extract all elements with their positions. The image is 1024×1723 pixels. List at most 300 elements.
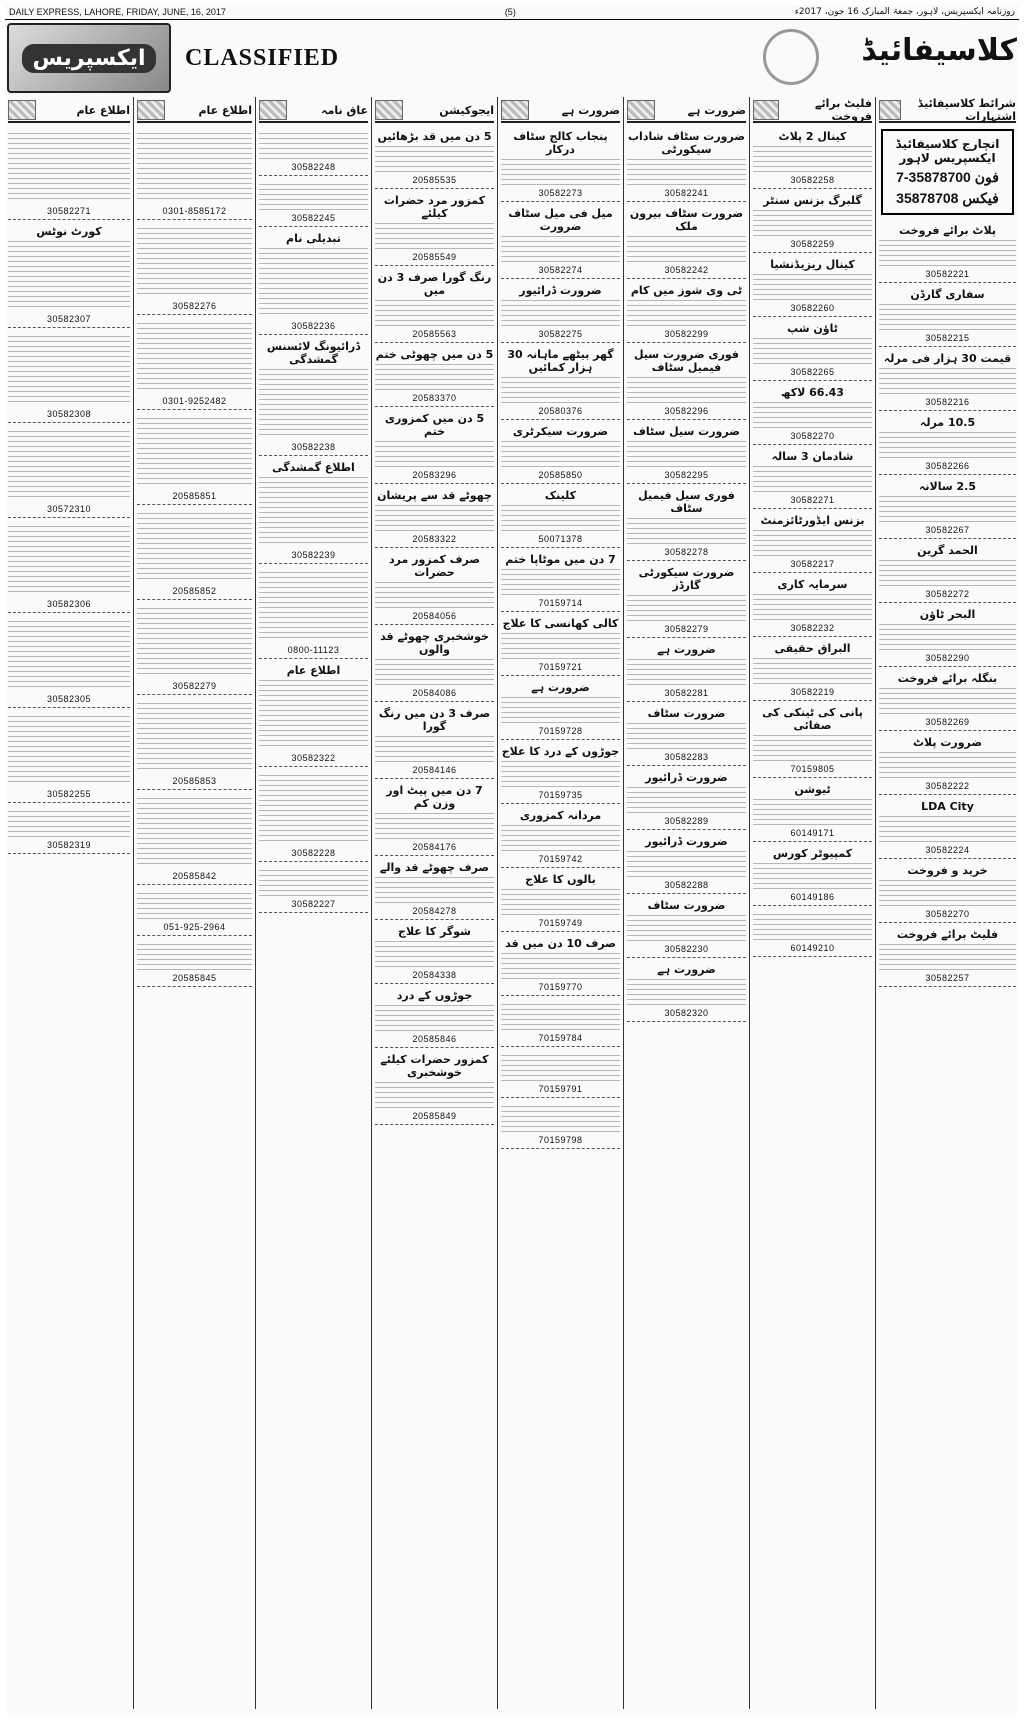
section-icon xyxy=(879,100,901,120)
ad-reference-code: 30572310 xyxy=(46,504,92,514)
ad-body-text xyxy=(259,477,368,547)
classified-ad xyxy=(259,458,368,564)
ad-body-text xyxy=(753,914,872,940)
ad-reference-code: 30582265 xyxy=(790,367,835,377)
globe-icon xyxy=(763,29,819,85)
ad-body-text xyxy=(879,240,1016,266)
classified-ad xyxy=(501,614,620,676)
ad-body-text xyxy=(375,1082,494,1108)
ad-reference-code: 70159728 xyxy=(538,726,583,736)
ad-body-text xyxy=(137,228,252,298)
classified-ad xyxy=(879,605,1016,667)
express-logo xyxy=(7,23,171,93)
ad-title: رنگ گورا صرف 3 دن میں xyxy=(377,271,492,297)
ad-body-text xyxy=(137,323,252,393)
section-heading xyxy=(375,99,494,123)
ad-reference-code: 30582273 xyxy=(538,188,583,198)
ad-title: صرف چھوٹے قد والے xyxy=(379,861,490,874)
classified-ad xyxy=(753,383,872,445)
classified-ad xyxy=(8,805,130,854)
ad-title: 66.43 لاکھ xyxy=(781,386,844,399)
page-number: (5) xyxy=(504,7,516,17)
classified-ad xyxy=(627,960,746,1022)
ad-body-text xyxy=(627,723,746,749)
classified-ad xyxy=(8,615,130,708)
ad-reference-code: 30582322 xyxy=(291,753,336,763)
ad-reference-code: 30582296 xyxy=(664,406,709,416)
ad-reference-code: 30582270 xyxy=(790,431,835,441)
ad-title: تبدیلی نام xyxy=(286,232,341,245)
section-icon xyxy=(259,100,287,120)
ad-body-text xyxy=(8,133,130,203)
ad-title: ضرورت سٹاف بیرون ملک xyxy=(629,207,744,233)
ad-title: کمزور حضرات کیلئے خوشخبری xyxy=(380,1053,489,1079)
ad-title: 10.5 مرلہ xyxy=(919,416,976,429)
ad-body-text xyxy=(501,505,620,531)
ad-title: البراق حقیقی xyxy=(774,642,851,655)
ad-reference-code: 20585852 xyxy=(172,586,217,596)
ad-reference-code: 30582299 xyxy=(664,329,709,339)
ad-body-text xyxy=(501,825,620,851)
classified-ad xyxy=(501,1100,620,1149)
ad-body-text xyxy=(259,133,368,159)
ad-reference-code: 30582274 xyxy=(538,265,583,275)
ad-body-text xyxy=(8,526,130,596)
ad-title: فلیٹ برائے فروخت xyxy=(896,928,999,941)
ad-title: ضرورت ہے xyxy=(657,963,716,976)
classified-ad xyxy=(501,204,620,279)
ad-body-text xyxy=(375,364,494,390)
ad-title: ضرورت سٹاف شاداب سیکورٹی xyxy=(628,130,745,156)
classified-ad xyxy=(753,703,872,778)
ad-title: کینال ریزیڈنشیا xyxy=(770,258,855,271)
ad-title: کمزور مرد حضرات کیلئے xyxy=(383,194,486,220)
ad-body-text xyxy=(501,569,620,595)
classified-ad xyxy=(627,204,746,279)
classified-ad xyxy=(753,908,872,957)
ad-reference-code: 30582305 xyxy=(46,694,92,704)
ad-title: ضرورت سٹاف xyxy=(647,707,726,720)
ad-body-text xyxy=(501,1004,620,1030)
section-heading xyxy=(259,99,368,123)
ad-title: کمپیوٹر کورس xyxy=(772,847,853,860)
ad-reference-code: 0301-9252482 xyxy=(162,396,227,406)
ad-body-text xyxy=(879,560,1016,586)
ad-body-text xyxy=(375,813,494,839)
section-heading xyxy=(137,99,252,123)
classified-ad xyxy=(501,934,620,996)
classified-ad xyxy=(501,486,620,548)
ad-title: ضرورت ڈرائیور xyxy=(645,835,728,848)
ad-body-text xyxy=(137,944,252,970)
ad-body-text xyxy=(8,336,130,406)
classified-ad xyxy=(879,221,1016,283)
ad-title: ٹیوشن xyxy=(794,783,831,796)
ad-reference-code: 30582224 xyxy=(925,845,970,855)
classified-column xyxy=(5,97,133,1709)
section-icon xyxy=(627,100,655,120)
classified-ad xyxy=(375,704,494,779)
section-icon xyxy=(501,100,529,120)
classified-ad xyxy=(627,768,746,830)
ad-body-text xyxy=(627,236,746,262)
ad-reference-code: 30582248 xyxy=(291,162,336,172)
classified-ad xyxy=(259,337,368,456)
ad-body-text xyxy=(627,595,746,621)
ad-body-text xyxy=(375,877,494,903)
ad-title: مردانہ کمزوری xyxy=(519,809,602,822)
classified-ad xyxy=(137,222,252,315)
ad-reference-code: 70159749 xyxy=(538,918,583,928)
classified-ad xyxy=(8,222,130,328)
classified-ad xyxy=(753,447,872,509)
classified-ad xyxy=(137,412,252,505)
header-date-urdu: روزنامہ ایکسپریس، لاہور، جمعۃ المبارک 16 جون، 2017ء xyxy=(794,7,1015,17)
classified-ad xyxy=(375,191,494,266)
contact-phone: فون 35878700-7 xyxy=(896,169,999,185)
classified-ad xyxy=(879,861,1016,923)
ad-reference-code: 20584176 xyxy=(412,842,457,852)
ad-reference-code: 30582219 xyxy=(790,687,835,697)
ad-title: کینال 2 پلاٹ xyxy=(778,130,847,143)
section-heading-label: فلیٹ برائے فروخت xyxy=(815,97,872,123)
ad-reference-code: 70159770 xyxy=(538,982,583,992)
classified-ad xyxy=(879,477,1016,539)
classified-ad xyxy=(501,998,620,1047)
ad-reference-code: 70159742 xyxy=(538,854,583,864)
ad-body-text xyxy=(375,582,494,608)
classified-ad xyxy=(375,986,494,1048)
ad-body-text xyxy=(753,863,872,889)
ad-body-text xyxy=(627,441,746,467)
classified-ad xyxy=(375,858,494,920)
ad-body-text xyxy=(879,688,1016,714)
ad-title: جوڑوں کے درد xyxy=(396,989,473,1002)
ad-reference-code: 60149210 xyxy=(790,943,835,953)
contact-box-title: انچارج کلاسیفائیڈ ایکسپریس لاہور xyxy=(895,137,1000,165)
ad-body-text xyxy=(627,787,746,813)
ad-body-text xyxy=(753,735,872,761)
ad-body-text xyxy=(137,513,252,583)
ad-title: ضرورت سیل سٹاف xyxy=(633,425,740,438)
logo-text: ایکسپریس xyxy=(22,44,155,73)
ad-reference-code: 30582308 xyxy=(46,409,92,419)
classified-ad xyxy=(879,733,1016,795)
classified-ad xyxy=(501,678,620,740)
classified-ad xyxy=(8,127,130,220)
ad-body-text xyxy=(375,659,494,685)
classified-ad xyxy=(501,1049,620,1098)
classified-ad xyxy=(375,486,494,548)
classified-ad xyxy=(501,742,620,804)
ad-body-text xyxy=(753,658,872,684)
ad-body-text xyxy=(259,369,368,439)
ad-title: شادمان 3 سالہ xyxy=(771,450,854,463)
classified-ad xyxy=(753,844,872,906)
classified-ad xyxy=(627,345,746,420)
masthead-left xyxy=(5,23,355,93)
ad-reference-code: 30582319 xyxy=(46,840,92,850)
ad-body-text xyxy=(753,594,872,620)
ad-reference-code: 20584278 xyxy=(412,906,457,916)
classified-ad xyxy=(501,870,620,932)
ad-body-text xyxy=(259,248,368,318)
classified-ad xyxy=(753,780,872,842)
ad-reference-code: 30582232 xyxy=(790,623,835,633)
ad-body-text xyxy=(501,377,620,403)
ad-title: 5 دن میں کمزوری ختم xyxy=(384,412,485,438)
ad-reference-code: 30582242 xyxy=(664,265,709,275)
classified-ad xyxy=(753,255,872,317)
ad-body-text xyxy=(501,761,620,787)
ad-title: ضرورت سیکورٹی گارڈز xyxy=(638,566,735,592)
classified-ad xyxy=(501,806,620,868)
section-heading xyxy=(879,99,1016,123)
section-heading xyxy=(8,99,130,123)
ad-reference-code: 70159798 xyxy=(538,1135,583,1145)
classified-ad xyxy=(627,486,746,561)
classified-ad xyxy=(375,922,494,984)
ad-body-text xyxy=(879,304,1016,330)
ad-title: بالوں کا علاج xyxy=(525,873,596,886)
ad-title: ضرورت پلاٹ xyxy=(912,736,983,749)
section-icon xyxy=(137,100,165,120)
ad-title: بنگلہ برائے فروخت xyxy=(897,672,998,685)
ad-title: 2.5 سالانہ xyxy=(918,480,977,493)
classified-ad xyxy=(501,127,620,202)
ad-title: صرف 3 دن میں رنگ گورا xyxy=(378,707,491,733)
classified-ad xyxy=(627,704,746,766)
ad-title: میل فی میل سٹاف ضرورت xyxy=(508,207,613,233)
ad-reference-code: 30582239 xyxy=(291,550,336,560)
ad-reference-code: 30582216 xyxy=(925,397,970,407)
ad-reference-code: 20584338 xyxy=(412,970,457,980)
ad-reference-code: 30582230 xyxy=(664,944,709,954)
ad-title: ضرورت ہے xyxy=(531,681,590,694)
ad-body-text xyxy=(627,851,746,877)
ad-reference-code: 70159805 xyxy=(790,764,835,774)
classified-ad xyxy=(375,1050,494,1125)
classified-ad xyxy=(259,178,368,227)
ad-reference-code: 30582260 xyxy=(790,303,835,313)
ad-reference-code: 20580376 xyxy=(538,406,583,416)
ad-body-text xyxy=(259,572,368,642)
classified-ad xyxy=(375,268,494,343)
ad-body-text xyxy=(501,889,620,915)
ad-body-text xyxy=(627,659,746,685)
ad-reference-code: 30582259 xyxy=(790,239,835,249)
ad-body-text xyxy=(137,703,252,773)
ad-reference-code: 20584086 xyxy=(412,688,457,698)
ad-reference-code: 60149186 xyxy=(790,892,835,902)
ad-reference-code: 30582266 xyxy=(925,461,970,471)
classified-ad xyxy=(137,317,252,410)
ad-title: فوری ضرورت سیل فیمیل سٹاف xyxy=(634,348,739,374)
ad-body-text xyxy=(753,274,872,300)
ad-body-text xyxy=(137,133,252,203)
ad-title: اطلاع گمشدگی xyxy=(272,461,355,474)
classified-ad xyxy=(627,422,746,484)
ad-title: گلبرگ بزنس سنٹر xyxy=(763,194,862,207)
ad-title: ضرورت سٹاف xyxy=(647,899,726,912)
ad-title: 7 دن میں پیٹ اور وزن کم xyxy=(386,784,483,810)
ad-reference-code: 30582275 xyxy=(538,329,583,339)
classified-ad xyxy=(879,541,1016,603)
ad-title: پنجاب کالج سٹاف درکار xyxy=(513,130,608,156)
section-heading xyxy=(501,99,620,123)
classified-ad xyxy=(137,887,252,936)
classified-ad xyxy=(501,345,620,420)
ad-reference-code: 30582283 xyxy=(664,752,709,762)
ad-title: قیمت 30 ہزار فی مرلہ xyxy=(883,352,1012,365)
ad-body-text xyxy=(879,880,1016,906)
ad-reference-code: 30582257 xyxy=(925,973,970,983)
ad-title: جوڑوں کے درد کا علاج xyxy=(501,745,620,758)
ad-body-text xyxy=(375,1005,494,1031)
ad-reference-code: 20585563 xyxy=(412,329,457,339)
ad-body-text xyxy=(501,1055,620,1081)
classified-ad xyxy=(259,566,368,659)
ad-body-text xyxy=(8,241,130,311)
classified-column xyxy=(133,97,255,1709)
ad-reference-code: 20585842 xyxy=(172,871,217,881)
classified-ad xyxy=(375,550,494,625)
classified-ad xyxy=(879,349,1016,411)
classified-ad xyxy=(879,413,1016,475)
classified-column xyxy=(749,97,875,1709)
ad-body-text xyxy=(375,441,494,467)
ad-title: چھوٹے قد سے پریشان xyxy=(377,489,492,502)
ad-reference-code: 20585845 xyxy=(172,973,217,983)
ad-title: خوشخبری چھوٹے قد والوں xyxy=(380,630,489,656)
classified-ad xyxy=(627,640,746,702)
classified-contact-box xyxy=(881,129,1014,215)
masthead-right xyxy=(759,23,1019,93)
ad-title: LDA City xyxy=(921,800,974,813)
ad-title: ٹی وی شوز میں کام xyxy=(630,284,743,297)
classified-ad xyxy=(753,191,872,253)
ad-reference-code: 30582227 xyxy=(291,899,336,909)
classified-ad xyxy=(753,511,872,573)
ad-body-text xyxy=(879,944,1016,970)
ad-body-text xyxy=(501,236,620,262)
ad-reference-code: 051-925-2964 xyxy=(163,922,226,932)
classified-ad xyxy=(137,697,252,790)
ad-reference-code: 20585850 xyxy=(538,470,583,480)
ad-body-text xyxy=(753,146,872,172)
ad-reference-code: 60149171 xyxy=(790,828,835,838)
ad-body-text xyxy=(879,624,1016,650)
ad-body-text xyxy=(8,811,130,837)
ad-reference-code: 30582272 xyxy=(925,589,970,599)
section-heading-label: اطلاع عام xyxy=(76,103,130,117)
ad-title: سرمایہ کاری xyxy=(777,578,848,591)
ad-title: ٹاؤن شپ xyxy=(787,322,838,335)
classified-ad xyxy=(375,781,494,856)
classified-ad xyxy=(137,938,252,987)
classified-ad xyxy=(879,669,1016,731)
classified-ad xyxy=(259,229,368,335)
ad-reference-code: 30582255 xyxy=(46,789,92,799)
classified-ad xyxy=(137,507,252,600)
ad-reference-code: 20585549 xyxy=(412,252,457,262)
ad-reference-code: 30582289 xyxy=(664,816,709,826)
ad-reference-code: 30582245 xyxy=(291,213,336,223)
classified-column xyxy=(371,97,497,1709)
ad-reference-code: 30582306 xyxy=(46,599,92,609)
classified-ad xyxy=(879,285,1016,347)
ad-reference-code: 30582279 xyxy=(172,681,217,691)
ad-title: کالی کھانسی کا علاج xyxy=(502,617,619,630)
ad-reference-code: 20583370 xyxy=(412,393,457,403)
ad-title: البحر ٹاؤن xyxy=(919,608,976,621)
ad-body-text xyxy=(259,184,368,210)
classified-ad xyxy=(137,602,252,695)
ad-reference-code: 30582241 xyxy=(664,188,709,198)
classified-ad xyxy=(627,127,746,202)
section-heading-label: ضرورت ہے xyxy=(561,103,620,117)
ad-title: پانی کی ٹینکی کی صفائی xyxy=(762,706,863,732)
ad-body-text xyxy=(627,979,746,1005)
ad-title: فوری سیل فیمیل سٹاف xyxy=(638,489,735,515)
ad-reference-code: 30582271 xyxy=(46,206,92,216)
ad-title: خرید و فروخت xyxy=(907,864,988,877)
classified-ad xyxy=(259,864,368,913)
classified-ad xyxy=(879,797,1016,859)
ad-body-text xyxy=(375,941,494,967)
ad-body-text xyxy=(879,752,1016,778)
ad-title: گھر بیٹھے ماہانہ 30 ہزار کمائیں xyxy=(507,348,614,374)
ad-body-text xyxy=(753,338,872,364)
ad-title: ضرورت ہے xyxy=(657,643,716,656)
ad-reference-code: 20585535 xyxy=(412,175,457,185)
classified-ad xyxy=(627,563,746,638)
ad-body-text xyxy=(753,799,872,825)
ad-title: 5 دن میں قد بڑھائیں xyxy=(377,130,492,143)
ad-body-text xyxy=(501,633,620,659)
ad-reference-code: 0800-11123 xyxy=(287,645,340,655)
ad-title: کورٹ نوٹس xyxy=(36,225,102,238)
classified-ad xyxy=(259,127,368,176)
ad-body-text xyxy=(879,432,1016,458)
ad-reference-code: 0301-8585172 xyxy=(162,206,227,216)
ad-body-text xyxy=(627,159,746,185)
ad-reference-code: 30582222 xyxy=(925,781,970,791)
ad-reference-code: 30582295 xyxy=(664,470,709,480)
section-heading xyxy=(753,99,872,123)
urdu-classified-title: کلاسیفائیڈ xyxy=(861,33,1017,68)
ad-reference-code: 30582217 xyxy=(790,559,835,569)
classified-ad xyxy=(8,520,130,613)
ad-body-text xyxy=(627,377,746,403)
ad-reference-code: 70159784 xyxy=(538,1033,583,1043)
ad-reference-code: 30582215 xyxy=(925,333,970,343)
ad-title: بزنس ایڈورٹائزمنٹ xyxy=(760,514,865,527)
classified-column xyxy=(875,97,1019,1709)
ad-body-text xyxy=(753,210,872,236)
ad-title: ڈرائیونگ لائسنس گمشدگی xyxy=(266,340,361,366)
ad-body-text xyxy=(375,736,494,762)
ad-body-text xyxy=(627,300,746,326)
classified-ad xyxy=(627,896,746,958)
classified-ad xyxy=(375,409,494,484)
classified-ad xyxy=(879,925,1016,987)
classified-ad xyxy=(137,792,252,885)
ad-body-text xyxy=(879,496,1016,522)
ad-body-text xyxy=(259,680,368,750)
section-heading-label: ضرورت ہے xyxy=(687,103,746,117)
section-heading-label: عاق نامہ xyxy=(321,103,368,117)
